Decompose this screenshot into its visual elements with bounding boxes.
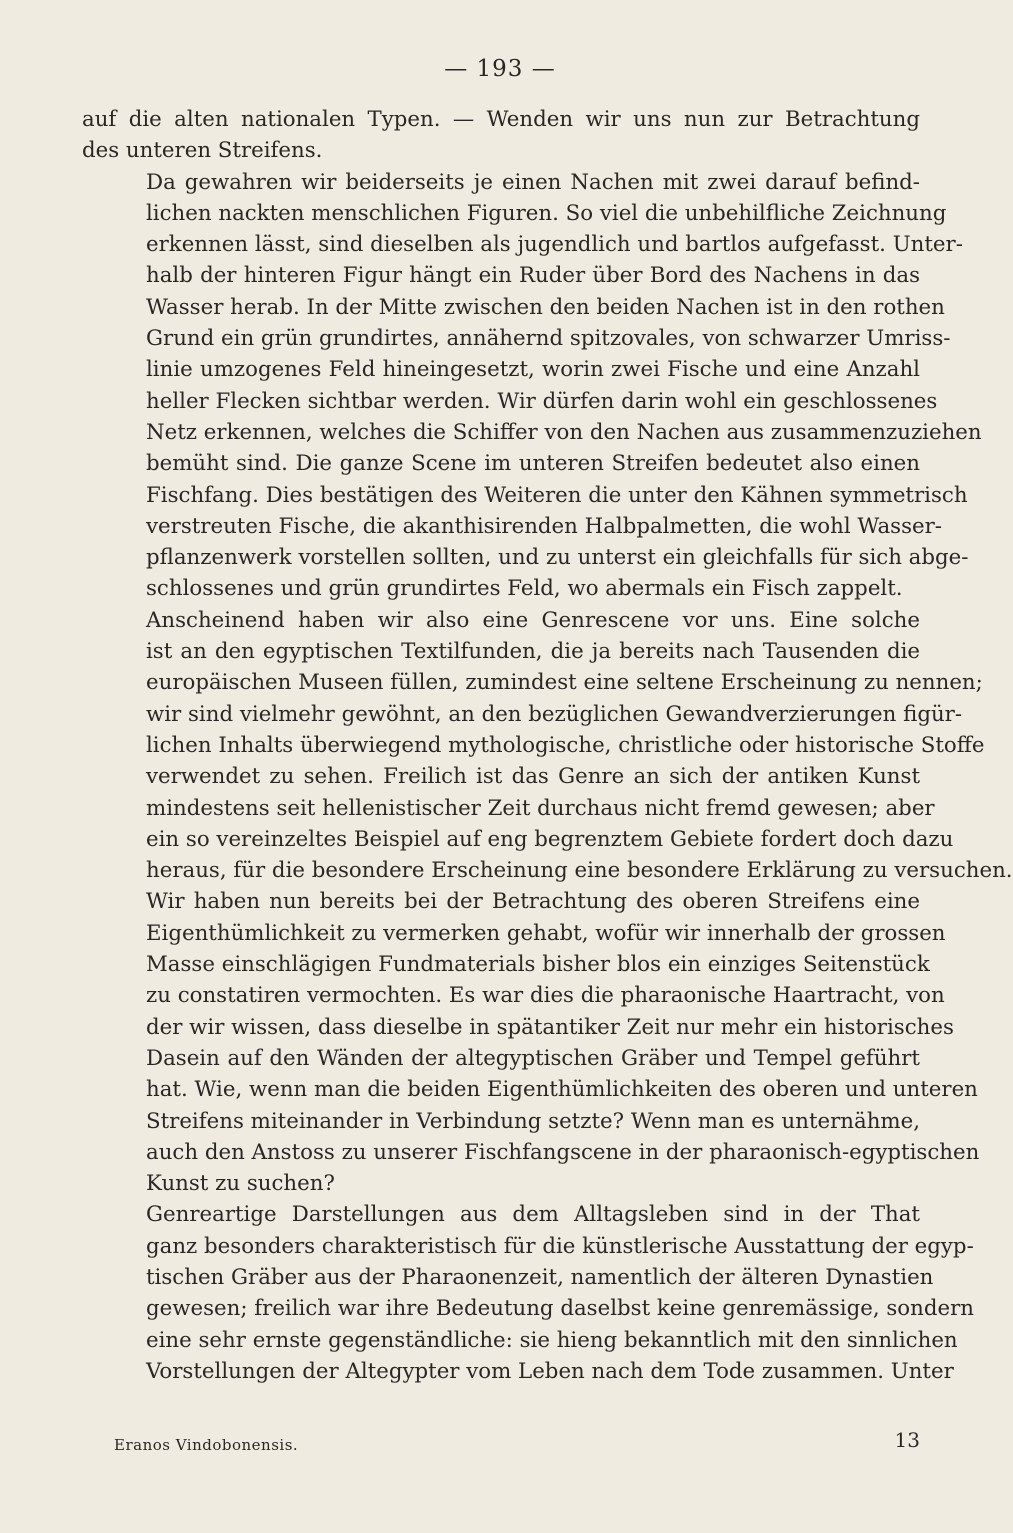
text-line: ist an den egyptischen Textilfunden, die ja bereits nach Tausenden die <box>146 639 920 665</box>
signature-mark: Eranos Vindobonensis. <box>114 1436 299 1454</box>
text-line: halb der hinteren Figur hängt ein Ruder über Bord des Nachens in das <box>146 263 920 289</box>
text-line: gewesen; freilich war ihre Bedeutung daselbst keine genremässige, sondern <box>146 1296 974 1322</box>
text-line: Da gewahren wir beiderseits je einen Nachen mit zwei darauf befind- <box>146 169 920 195</box>
text-line: Kunst zu suchen? <box>146 1171 335 1197</box>
text-line: Eigenthümlichkeit zu vermerken gehabt, wofür wir innerhalb der grossen <box>146 920 946 946</box>
text-line: europäischen Museen füllen, zumindest eine seltene Erscheinung zu nennen; <box>146 670 983 696</box>
text-line: verstreuten Fische, die akanthisirenden Halbpalmetten, die wohl Wasser- <box>146 513 943 539</box>
paragraph <box>82 104 920 167</box>
text-line: Genreartige Darstellungen aus dem Alltagsleben sind in der That <box>146 1202 920 1228</box>
paragraph <box>82 167 982 605</box>
text-line: Netz erkennen, welches die Schiffer von den Nachen aus zusammenzuziehen <box>146 419 982 445</box>
text-line: bemüht sind. Die ganze Scene im unteren Streifen bedeutet also einen <box>146 451 920 477</box>
paragraph <box>82 1199 974 1387</box>
text-line: hat. Wie, wenn man die beiden Eigenthümlichkeiten des oberen und unteren <box>146 1077 978 1103</box>
text-line: lichen nackten menschlichen Figuren. So viel die unbehilfliche Zeichnung <box>146 200 947 226</box>
text-line: Anscheinend haben wir also eine Genrescene vor uns. Eine solche <box>146 607 920 633</box>
text-line: Vorstellungen der Altegypter vom Leben nach dem Tode zusammen. Unter <box>146 1358 954 1384</box>
text-line: erkennen lässt, sind dieselben als jugendlich und bartlos aufgefasst. Unter- <box>146 232 963 258</box>
text-line: Wasser herab. In der Mitte zwischen den beiden Nachen ist in den rothen <box>146 294 945 320</box>
text-line: Streifens miteinander in Verbindung setzte? Wenn man es unternähme, <box>146 1108 920 1134</box>
text-line: schlossenes und grün grundirtes Feld, wo abermals ein Fisch zappelt. <box>146 576 903 602</box>
text-line: Masse einschlägigen Fundmaterials bisher blos ein einziges Seitenstück <box>146 952 930 978</box>
paragraph <box>82 605 1013 887</box>
text-line: Wir haben nun bereits bei der Betrachtung des oberen Streifens eine <box>146 889 920 915</box>
text-line: ganz besonders charakteristisch für die künstlerische Ausstattung der egyp- <box>146 1233 974 1259</box>
text-line: pflanzenwerk vorstellen sollten, und zu unterst ein gleichfalls für sich abge- <box>146 545 969 571</box>
text-line: linie umzogenes Feld hineingesetzt, worin zwei Fische und eine Anzahl <box>146 357 920 383</box>
body-text <box>82 104 1013 1387</box>
text-line: der wir wissen, dass dieselbe in spätantiker Zeit nur mehr ein historisches <box>146 1014 954 1040</box>
text-line: des unteren Streifens. <box>82 138 323 164</box>
text-line: ein so vereinzeltes Beispiel auf eng begrenztem Gebiete fordert doch dazu <box>146 826 954 852</box>
text-line: zu constatiren vermochten. Es war dies die pharaonische Haartracht, von <box>146 983 945 1009</box>
text-line: auf die alten nationalen Typen. — Wenden wir uns nun zur Betrachtung <box>82 107 920 132</box>
text-line: verwendet zu sehen. Freilich ist das Genre an sich der antiken Kunst <box>146 764 920 790</box>
text-line: tischen Gräber aus der Pharaonenzeit, namentlich der älteren Dynastien <box>146 1264 934 1290</box>
sheet-number: 13 <box>894 1428 920 1452</box>
text-line: Dasein auf den Wänden der altegyptischen Gräber und Tempel geführt <box>146 1045 920 1071</box>
text-line: Fischfang. Dies bestätigen des Weiteren die unter den Kähnen symmetrisch <box>146 482 968 508</box>
text-line: auch den Anstoss zu unserer Fischfangscene in der pharaonisch-egyptischen <box>146 1139 980 1165</box>
text-line: heller Flecken sichtbar werden. Wir dürfen darin wohl ein geschlossenes <box>146 388 938 414</box>
text-line: eine sehr ernste gegenständliche: sie hieng bekanntlich mit den sinnlichen <box>146 1327 958 1353</box>
page-number: — 193 — <box>444 56 556 82</box>
text-line: heraus, für die besondere Erscheinung eine besondere Erklärung zu versuchen. <box>146 858 1013 884</box>
text-line: lichen Inhalts überwiegend mythologische, christliche oder historische Stoffe <box>146 732 985 758</box>
paragraph <box>82 886 980 1199</box>
text-line: mindestens seit hellenistischer Zeit durchaus nicht fremd gewesen; aber <box>146 795 935 821</box>
text-line: Grund ein grün grundirtes, annähernd spitzovales, von schwarzer Umriss- <box>146 326 951 352</box>
text-line: wir sind vielmehr gewöhnt, an den bezüglichen Gewandverzierungen figür- <box>146 701 963 727</box>
